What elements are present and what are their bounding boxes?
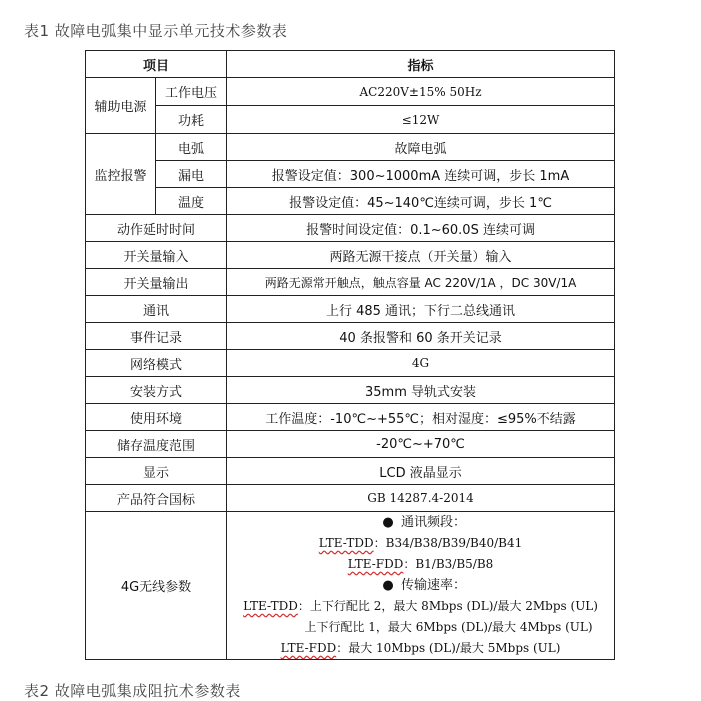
row-label: 产品符合国标 xyxy=(86,485,227,512)
fdd-label: LTE-FDD xyxy=(347,557,404,571)
row-value: 35mm 导轨式安装 xyxy=(227,377,615,404)
tdd-rate-2: 上下行配比 1，最大 6Mbps (DL)/最大 4Mbps (UL) xyxy=(304,620,593,634)
row-value: GB 14287.4-2014 xyxy=(227,485,615,512)
table-row xyxy=(86,323,615,350)
row-label: 事件记录 xyxy=(86,323,227,350)
table-row xyxy=(86,215,615,242)
table-row xyxy=(86,78,615,106)
header-spec: 指标 xyxy=(227,51,615,78)
row-label: 显示 xyxy=(86,458,227,485)
table-row xyxy=(86,134,615,161)
table-header-row xyxy=(86,51,615,78)
tdd-label: LTE-TDD xyxy=(318,536,374,550)
next-table-caption: 表2 故障电弧集成阻抗术参数表 xyxy=(24,682,241,700)
row-value: 上行 485 通讯；下行二总线通讯 xyxy=(227,296,615,323)
band-title: 通讯频段： xyxy=(401,515,467,530)
row-label: 使用环境 xyxy=(86,404,227,431)
fdd-label: LTE-FDD xyxy=(280,641,337,655)
row-value: ≤12W xyxy=(227,106,615,134)
row-label: 温度 xyxy=(156,188,227,215)
row-label: 电弧 xyxy=(156,134,227,161)
row-label: 开关量输入 xyxy=(86,242,227,269)
row-label: 4G无线参数 xyxy=(86,512,227,660)
bullet-icon: ● xyxy=(382,515,394,530)
wireless-params xyxy=(227,512,615,660)
tdd-label: LTE-TDD xyxy=(243,599,298,613)
row-label: 通讯 xyxy=(86,296,227,323)
table-row xyxy=(86,188,615,215)
bullet-icon: ● xyxy=(382,578,394,593)
table-row-wireless xyxy=(86,512,615,660)
row-label: 储存温度范围 xyxy=(86,431,227,458)
row-value: LCD 液晶显示 xyxy=(227,458,615,485)
tdd-rate-1: ：上下行配比 2，最大 8Mbps (DL)/最大 2Mbps (UL) xyxy=(297,599,598,613)
table-row xyxy=(86,404,615,431)
row-value: AC220V±15% 50Hz xyxy=(227,78,615,106)
row-label: 功耗 xyxy=(156,106,227,134)
row-value: -20℃~+70℃ xyxy=(227,431,615,458)
table-row xyxy=(86,485,615,512)
row-value: 报警设定值：45~140℃连续可调，步长 1℃ xyxy=(227,188,615,215)
header-item: 项目 xyxy=(86,51,227,78)
group-aux-power: 辅助电源 xyxy=(86,78,156,134)
group-monitor-alarm: 监控报警 xyxy=(86,134,156,215)
rate-title: 传输速率： xyxy=(401,578,467,593)
table-row xyxy=(86,161,615,188)
fdd-rate: ：最大 10Mbps (DL)/最大 5Mbps (UL) xyxy=(336,641,561,655)
row-label: 开关量输出 xyxy=(86,269,227,296)
table-row xyxy=(86,296,615,323)
row-value: 报警设定值：300~1000mA 连续可调，步长 1mA xyxy=(227,161,615,188)
row-value: 故障电弧 xyxy=(227,134,615,161)
row-value: 报警时间设定值：0.1~60.0S 连续可调 xyxy=(227,215,615,242)
row-value: 两路无源干接点（开关量）输入 xyxy=(227,242,615,269)
table-row xyxy=(86,350,615,377)
table-row xyxy=(86,431,615,458)
fdd-bands: ：B1/B3/B5/B8 xyxy=(403,557,494,571)
spec-table xyxy=(85,50,615,660)
row-label: 漏电 xyxy=(156,161,227,188)
row-value: 工作温度：-10℃~+55℃；相对湿度：≤95%不结露 xyxy=(227,404,615,431)
row-label: 网络模式 xyxy=(86,350,227,377)
table-row xyxy=(86,242,615,269)
row-label: 工作电压 xyxy=(156,78,227,106)
tdd-bands: ：B34/B38/B39/B40/B41 xyxy=(373,536,523,550)
table-row xyxy=(86,377,615,404)
table-row xyxy=(86,458,615,485)
row-value: 4G xyxy=(227,350,615,377)
table-row xyxy=(86,106,615,134)
table-row xyxy=(86,269,615,296)
row-value: 两路无源常开触点，触点容量 AC 220V/1A ，DC 30V/1A xyxy=(227,269,615,296)
table-caption: 表1 故障电弧集中显示单元技术参数表 xyxy=(24,22,288,40)
row-label: 安装方式 xyxy=(86,377,227,404)
row-value: 40 条报警和 60 条开关记录 xyxy=(227,323,615,350)
row-label: 动作延时时间 xyxy=(86,215,227,242)
